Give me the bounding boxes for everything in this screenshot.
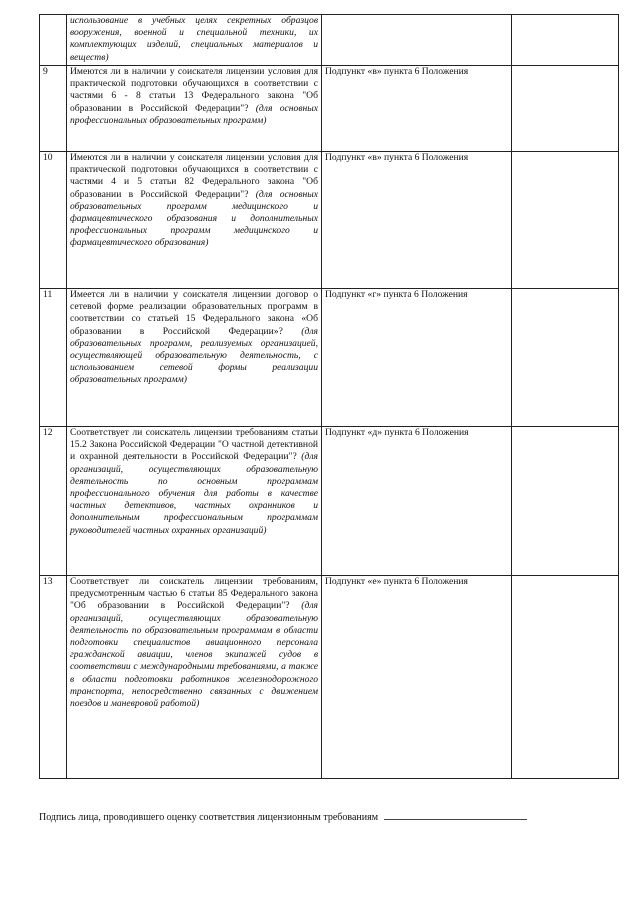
question-note: использование в учебных целях секретных образцов вооружения, военной и специальной техники, их комплектующих изделий, специальных материалов и веществ): [70, 15, 318, 63]
table-row: [40, 576, 619, 779]
row-reference: Подпункт «е» пункта 6 Положения: [322, 576, 512, 779]
question-note: (для организаций, осуществляющих образовательную деятельность по основным программам профессионального обучения для работы в качестве частных детективов, частных охранников и дополнительным профессиональным программам руководителей частных охранных организаций): [70, 451, 318, 536]
row-number: 10: [40, 152, 67, 289]
row-question: [67, 427, 322, 576]
row-number: [40, 15, 67, 66]
signature-label: Подпись лица, проводившего оценку соответствия лицензионным требованиям: [39, 812, 379, 823]
row-number: 12: [40, 427, 67, 576]
row-question: [67, 576, 322, 779]
row-answer-cell: [512, 152, 619, 289]
row-answer-cell: [512, 66, 619, 152]
question-text: Имеются ли в наличии у соискателя лицензии условия для практической подготовки обучающихся в соответствии с частями 6 - 8 статьи 13 Федерального закона "Об образовании в Российской Федерации"?: [70, 66, 318, 114]
table-row: [40, 289, 619, 427]
question-note: (для основных образовательных программ медицинского и фармацевтического образования и дополнительных профессиональных программ медицинского и фармацевтического образования): [70, 188, 318, 249]
checklist-table: [39, 14, 619, 779]
row-reference: Подпункт «г» пункта 6 Положения: [322, 289, 512, 427]
row-answer-cell: [512, 15, 619, 66]
row-reference: Подпункт «в» пункта 6 Положения: [322, 152, 512, 289]
question-text: Соответствует ли соискатель лицензии требованиям статьи 15.2 Закона Российской Федерации "О частной детективной и охранной деятельности в Российской Федерации"?: [70, 427, 318, 463]
question-note: (для организаций, осуществляющих образовательную деятельность по образовательным программам в области подготовки специалистов авиационного персонала гражданской авиации, членов экипажей судов в соответствии с международными требованиями, а также в области подготовки работников железнодорожного транспорта, непосредственно связанных с движением поездов и маневровой работой): [70, 600, 318, 710]
row-question: [67, 15, 322, 66]
table-row: [40, 66, 619, 152]
question-text: Имеются ли в наличии у соискателя лицензии условия для практической подготовки обучающихся в соответствии с частями 4 и 5 статьи 82 Федерального закона "Об образовании в Российской Федерации"?: [70, 152, 318, 200]
table-row: [40, 152, 619, 289]
row-reference: Подпункт «д» пункта 6 Положения: [322, 427, 512, 576]
question-text: Имеется ли в наличии у соискателя лицензии договор о сетевой форме реализации образовательных программ в соответствии со статьей 15 Федерального закона «Об образовании в Российской Федерации»?: [70, 289, 318, 337]
table-row: [40, 427, 619, 576]
row-question: [67, 152, 322, 289]
table-row: [40, 15, 619, 66]
signature-line: [39, 810, 527, 823]
signature-field[interactable]: [384, 810, 527, 820]
row-number: 13: [40, 576, 67, 779]
row-question: [67, 289, 322, 427]
row-number: 11: [40, 289, 67, 427]
question-note: (для основных профессиональных образовательных программ): [70, 102, 318, 126]
row-reference: Подпункт «в» пункта 6 Положения: [322, 66, 512, 152]
row-reference: [322, 15, 512, 66]
question-note: (для образовательных программ, реализуемых организацией, осуществляющей образовательную деятельность, с использованием сетевой формы реализации образовательных программ): [70, 325, 318, 386]
row-question: [67, 66, 322, 152]
row-answer-cell: [512, 427, 619, 576]
row-number: 9: [40, 66, 67, 152]
question-text: Соответствует ли соискатель лицензии требованиям, предусмотренным частью 6 статьи 85 Федерального закона "Об образовании в Российской Федерации"?: [70, 576, 318, 612]
row-answer-cell: [512, 576, 619, 779]
row-answer-cell: [512, 289, 619, 427]
